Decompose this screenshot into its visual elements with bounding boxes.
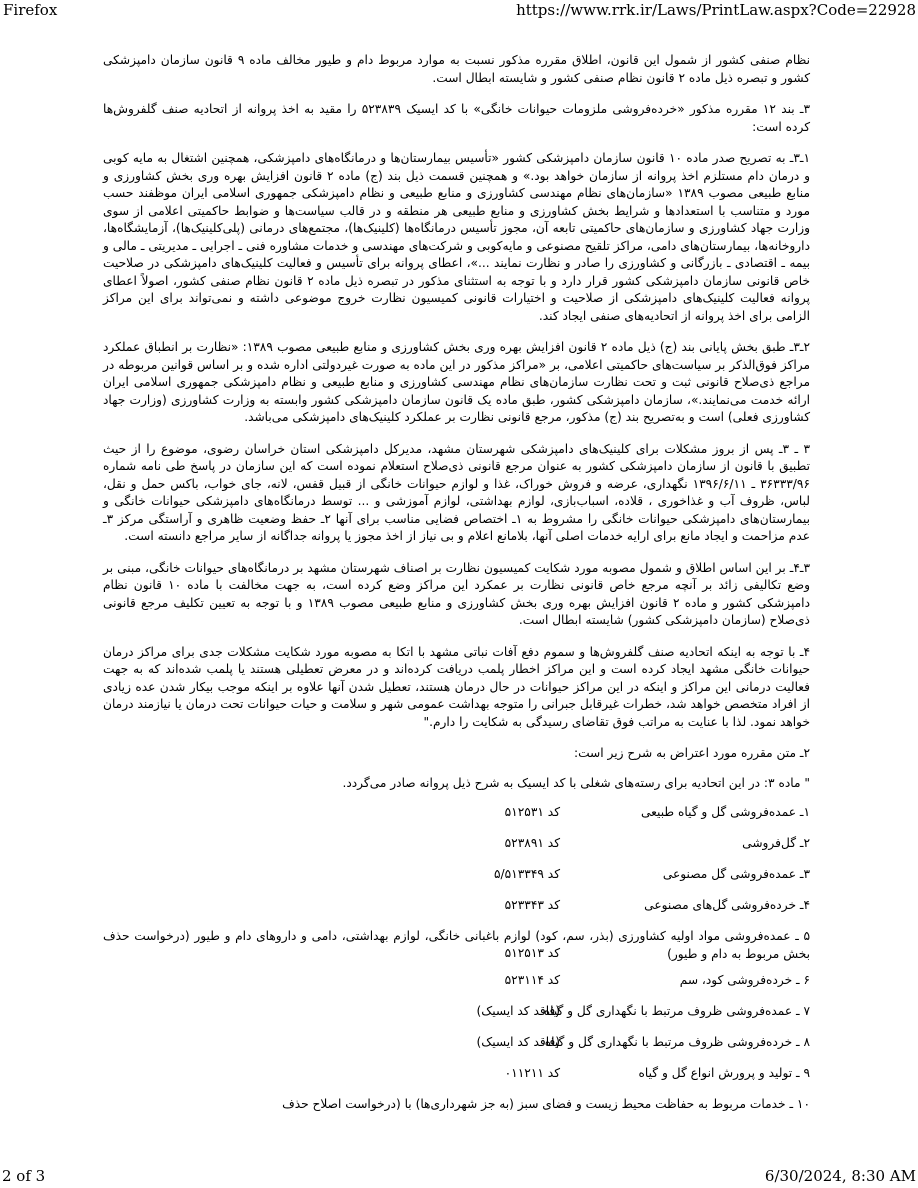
paragraph-continued: ۱۰ ـ خدمات مربوط به حفاظت محیط زیست و فضای سبز (به جز شهرداری‌ها) با (درخواست اصلاح حذف — [282, 1097, 810, 1111]
paragraph: ۲ـ۳ـ طبق بخش پایانی بند (ج) ذیل ماده ۲ قانون افزایش بهره وری بخش کشاورزی و منابع طبیعی مصوب ۱۳۸۹: «نظارت بر انطباق عملکرد مراکز فوق‌الذکر بر سیاست‌های حاکمیتی اعلامی، بر «مراکز مذکور در این ماده به صورت غیردولتی اداره شده و بر اساس قوانین مربوطه در مراجع ذی‌صلاح قانونی ثبت و تحت نظارت سازمان‌های نظام مهندسی کشاورزی و منابع طبیعی و نظام دامپزشکی جمهوری اسلامی ایران ارائه خدمت می‌نمایند.»، سازمان دامپزشکی کشور، طبق ماده یک قانون سازمان دامپزشکی کشور وابسته به وزارت کشاورزی (وزارت جهاد کشاورزی فعلی) است و به‌تصریح بند (ج) مذکور، مرجع قانونی نظارت بر عملکرد کلینیک‌های دامپزشکی می‌باشد. — [103, 340, 811, 424]
item-name: ۶ ـ خرده‌فروشی کود، سم — [679, 973, 810, 987]
paragraph: نظام صنفی کشور از شمول این قانون، اطلاق مقرره مذکور نسبت به موارد مربوط دام و طیور مخالف ماده ۹ قانون سازمان دامپزشکی کشور و تبصره ذیل ماده ۲ قانون نظام صنفی کشور و شایسته ابطال است. — [103, 53, 810, 85]
item-code: کد ۵۱۲۵۱۳ — [504, 946, 560, 960]
paragraph: ۲ـ متن مقرره مورد اعتراض به شرح زیر است: — [573, 746, 810, 760]
paragraph: ۱ـ۳ـ به تصریح صدر ماده ۱۰ قانون سازمان دامپزشکی کشور «تأسیس بیمارستان‌ها و درمانگاه‌های دامپزشکی، همچنین اشتغال به مایه کوبی و درمان دام مستلزم اخذ پروانه از سازمان خواهد بود.» و همچنین قسمت ذیل بند (ج) ماده ۲ قانون افزایش بهره وری بخش کشاورزی و منابع طبیعی مصوب ۱۳۸۹ «سازمان‌های نظام مهندسی کشاورزی و منابع طبیعی و نظام دامپزشکی جمهوری اسلامی ایران موظفند حسب مورد و متناسب با استعدادها و شرایط بخش کشاورزی و منابع طبیعی هر منطقه و در قالب سیاست‌ها و ضوابط حاکمیتی اعلامی از سوی وزارت جهاد کشاورزی و سازمان‌های حاکمیتی تابعه آن، مجوز تأسیس درمانگاه‌ها (کلینیک‌ها)، مجتمع‌های درمانی (پلی‌کلینیک‌ها)، آزمایشگاه‌ها، داروخانه‌ها، بیمارستان‌های دامی، مراکز تلقیح مصنوعی و مایه‌کوبی و شرکت‌های مهندسی و خدمات مشاوره فنی ـ اجرایی ـ مدیریتی ـ مالی و بیمه ـ اقتصادی ـ بازرگانی و کشاورزی را صادر و نظارت نمایند ...»، اعطای پروانه برای تأسیس و فعالیت کلینیک‌های دامپزشکی در صلاحیت خاص قانونی سازمان دامپزشکی کشور قرار دارد و با توجه به استثنای مذکور در تبصره ذیل ماده ۲ قانون نظام صنفی کشور، اصولاً اعطای پروانه فعالیت کلینیک‌های دامپزشکی از صلاحیت و اختیارات قانونی کمیسیون نظارت خروج موضوعی داشته و نمی‌تواند برای این مراکز الزامی برای اخذ پروانه از اتحادیه‌های صنفی ایجاد کند. — [103, 151, 810, 323]
paragraph: ۳ ـ ۳ـ پس از بروز مشکلات برای کلینیک‌های دامپزشکی شهرستان مشهد، مدیرکل دامپزشکی استان خراسان رضوی، موضوع را از حیث تطبیق با قانون از سازمان دامپزشکی کشور به عنوان مرجع قانونی ذی‌صلاح استعلام نموده است که این سازمان در پاسخ طی نامه شماره ۳۶۳۳۳/۹۶ ـ ۱۳۹۶/۶/۱۱ نگهداری، عرضه و فروش خوراک، غذا و لوازم حیوانات خانگی از قبیل قفس، لانه، جای خواب، باکس حمل و نقل، لباس، ظروف آب و غذاخوری ، قلاده، اسباب‌بازی، لوازم بهداشتی، لوازم آموزشی و ... توسط درمانگاه‌های دامپزشکی حیوانات خانگی و بیمارستان‌های دامپزشکی حیوانات خانگی را مشروط به ۱ـ اختصاص فضایی مناسب برای آنها ۲ـ حفظ وضعیت ظاهری و آراستگی مرکز ۳ـ عدم مزاحمت و ایجاد مانع برای ارایه خدمات اصلی آنها، بلامانع اعلام و بی نیاز از اخذ مجوز یا پروانه جداگانه از سایر مراجع دانسته است. — [103, 441, 810, 543]
item-code: کد ۵۱۲۵۳۱ — [504, 805, 560, 819]
item-code: کد ۵۲۳۳۴۳ — [504, 898, 560, 912]
law-document-body — [103, 52, 810, 1114]
item-name: ۲ـ گل‌فروشی — [742, 836, 810, 850]
list-item — [103, 972, 810, 1003]
page-indicator: 2 of 3 — [2, 1167, 46, 1185]
browser-print-header — [0, 0, 918, 22]
list-item — [103, 1034, 810, 1065]
paragraph: ۳ـ۴ـ بر این اساس اطلاق و شمول مصوبه مورد شکایت کمیسیون نظارت بر اصناف شهرستان مشهد بر درمانگاه‌های حیوانات خانگی، مبنی بر وضع تکالیفی زائد بر آنچه مرجع خاص قانونی نظارت بر عمکرد این مراکز وضع کرده است، به جهت مخالفت با ماده ۱۰ قانون نظام دامپزشکی کشور و ماده ۲ قانون افزایش بهره وری بخش کشاورزی و منابع طبیعی مصوب ۱۳۸۹ و با توجه به تعیین تکلیف مرجع قانونی ذی‌صلاح (سازمان دامپزشکی کشور) شایسته ابطال است. — [103, 560, 810, 627]
item-code: کد ۵۲۳۱۱۴ — [504, 973, 560, 987]
item-name: ۵ ـ عمده‌فروشی مواد اولیه کشاورزی (بذر، سم، کود) لوازم باغبانی خانگی، لوازم بهداشتی، دامی و داروهای دام و طیور (درخواست حذف بخش مربوط به دام و طیور) — [103, 929, 810, 961]
list-item — [103, 1003, 810, 1034]
item-code: کد ۰۱۱۲۱۱ — [504, 1066, 560, 1080]
item-code: (فاقد کد ایسیک) — [476, 1004, 560, 1018]
browser-print-footer — [0, 1168, 918, 1188]
list-item — [103, 928, 810, 972]
list-item — [103, 866, 810, 897]
app-name: Firefox — [3, 1, 58, 19]
item-name: ۸ ـ خرده‌فروشی ظروف مرتبط با نگهداری گل و گیاه — [544, 1035, 810, 1049]
item-name: ۹ ـ تولید و پرورش انواع گل و گیاه — [638, 1066, 810, 1080]
list-item — [103, 804, 810, 835]
list-item — [103, 835, 810, 866]
paragraph: ۴ـ با توجه به اینکه اتحادیه صنف گلفروش‌ها و سموم دفع آفات نباتی مشهد با اتکا به مصوبه مورد شکایت مشکلات جدی برای مراکز درمان حیوانات خانگی مشهد ایجاد کرده است و این مراکز اخطار پلمب دریافت کرده‌اند و در معرض تعطیلی هستند یا پلمب شده‌اند که به جهت فعالیت درمانی این مراکز و اینکه در این مراکز حیوانات در حال درمان هستند، تعطیل شدن آنها علاوه بر اینکه موجب بیکار شدن عده زیادی از افراد متخصص خواهد شد، خطرات غیرقابل جبرانی را متوجه بهداشت عمومی شهر و سلامت و حیات حیوانات تحت درمان یا نیازمند درمان خواهد نمود. لذا با عنایت به مراتب فوق تقاضای رسیدگی به شکایت را دارم." — [103, 644, 810, 729]
item-name: ۷ ـ عمده‌فروشی ظروف مرتبط با نگهداری گل و گیاه — [543, 1004, 810, 1018]
list-item — [103, 897, 810, 928]
page-url[interactable]: https://www.rrk.ir/Laws/PrintLaw.aspx?Code=22928 — [516, 1, 916, 19]
item-code: کد ۵۲۳۸۹۱ — [504, 836, 560, 850]
isic-code-list — [103, 804, 810, 1096]
item-name: ۳ـ عمده‌فروشی گل مصنوعی — [662, 867, 810, 881]
item-name: ۴ـ خرده‌فروشی گل‌های مصنوعی — [644, 898, 810, 912]
item-code: کد ۵/۵۱۳۳۴۹ — [493, 867, 560, 881]
item-code: (فاقد کد ایسیک) — [476, 1035, 560, 1049]
item-name: ۱ـ عمده‌فروشی گل و گیاه طبیعی — [641, 805, 810, 819]
list-item — [103, 1065, 810, 1096]
paragraph: " ماده ۳: در این اتحادیه برای رسته‌های شغلی با کد ایسیک به شرح ذیل پروانه صادر می‌گردد. — [342, 775, 810, 790]
paragraph: ۳ـ بند ۱۲ مقرره مذکور «خرده‌فروشی ملزومات حیوانات خانگی» با کد ایسیک ۵۲۳۸۳۹ را مقید به اخذ پروانه از اتحادیه صنف گلفروش‌ها کرده است: — [103, 102, 810, 134]
print-timestamp: 6/30/2024, 8:30 AM — [764, 1167, 916, 1185]
